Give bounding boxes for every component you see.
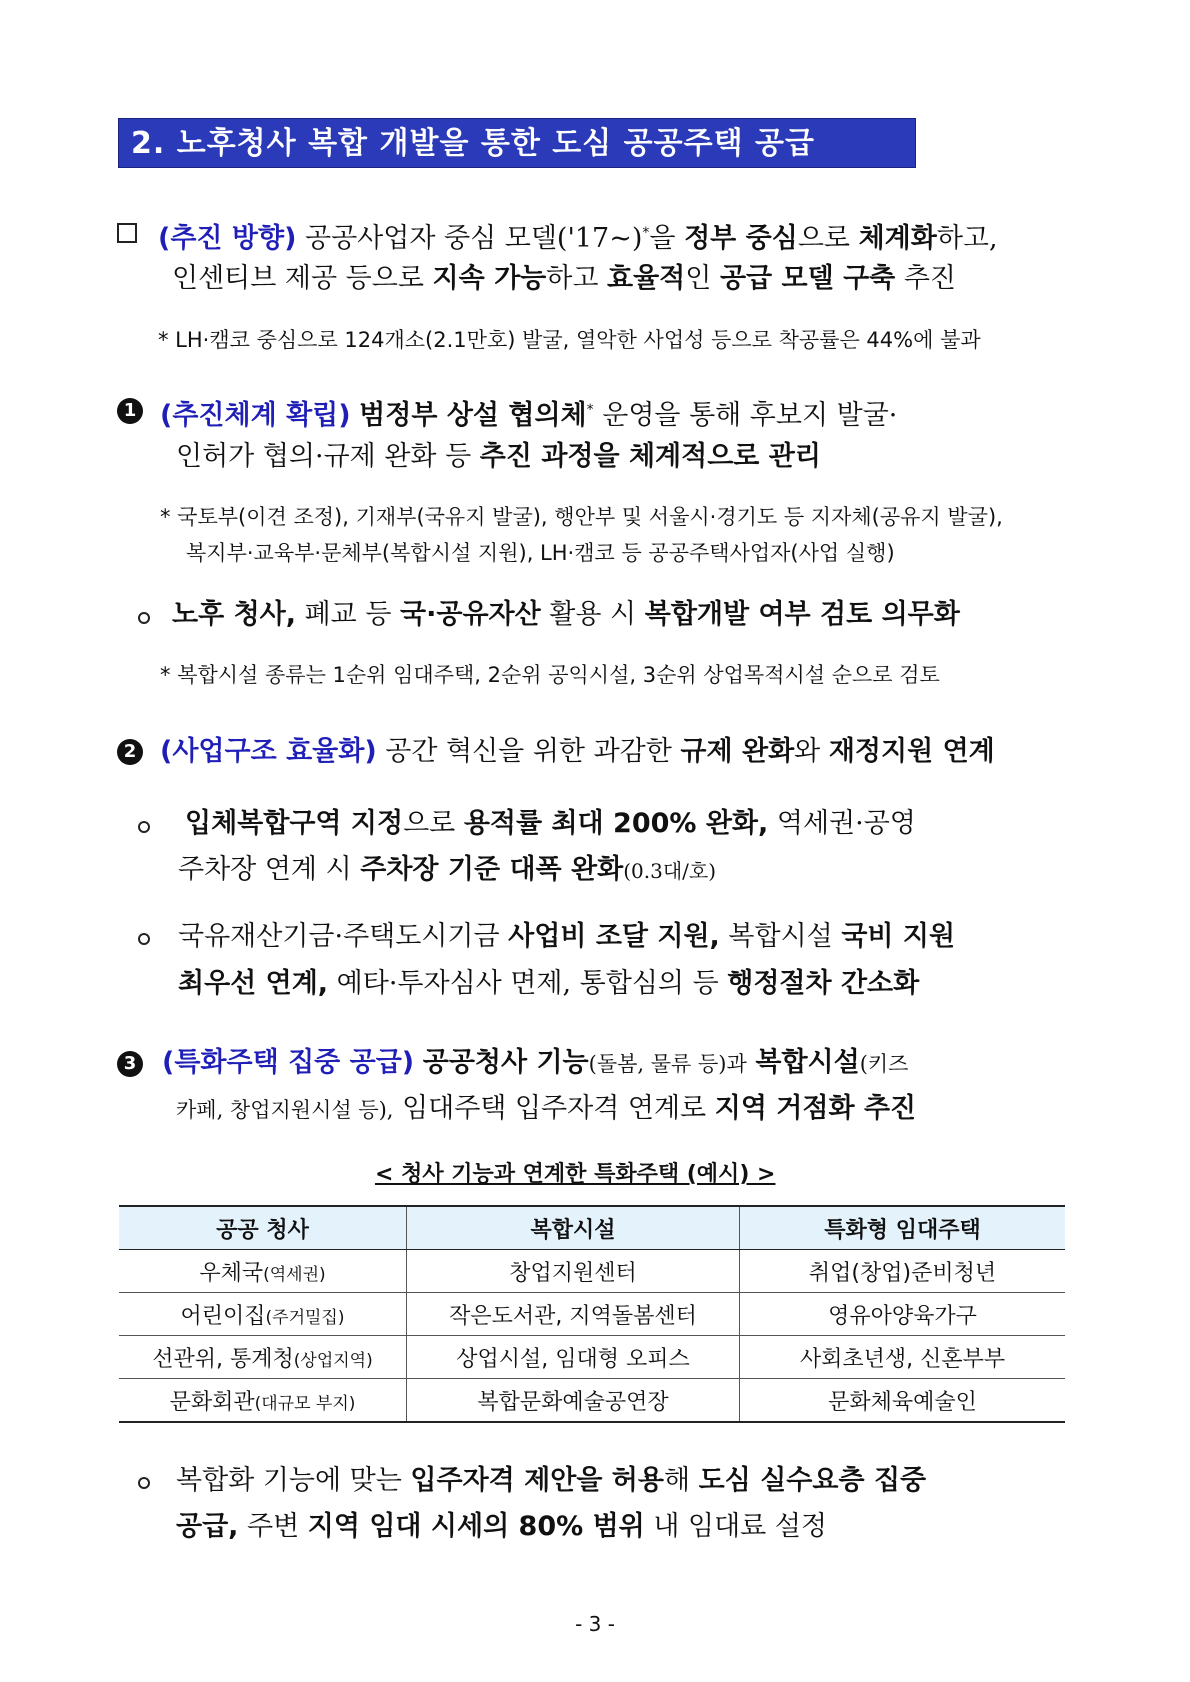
sec1-l2b: 추진 과정을 체계적으로 관리	[479, 441, 821, 472]
sec2-bold2: 재정지원 연계	[828, 736, 995, 767]
sec2-b2c: 복합시설	[728, 921, 833, 952]
sec1-line1	[160, 393, 897, 433]
table-cell: 영유아양육가구	[740, 1293, 1066, 1336]
sec2-bullet1-line2	[178, 853, 716, 888]
sec0-text4: 하고,	[936, 223, 998, 254]
table-cell: 문화회관(대규모 부지)	[119, 1379, 407, 1423]
sec2-b1g: (0.3대/호)	[623, 859, 716, 883]
sec1-note2: 복지부·교육부·문체부(복합시설 지원), LH·캠코 등 공공주택사업자(사업 실행)	[186, 541, 895, 565]
table-cell: 창업지원센터	[407, 1250, 740, 1293]
bullet-ring-icon	[138, 1474, 150, 1493]
sec3-head: (특화주택 집중 공급)	[162, 1047, 415, 1078]
sec2-bullet2-line2	[178, 967, 919, 1001]
sec1-bul-d: 활용 시	[549, 599, 637, 630]
sec0-line1	[158, 216, 1088, 256]
sec3-line2	[176, 1092, 916, 1127]
sec3-f1d: 도심 실수요층 집중	[698, 1465, 927, 1496]
sec0-star: *	[642, 225, 650, 241]
sec0-l2a: 인센티브 제공 등으로	[172, 263, 424, 294]
example-table	[119, 1205, 1065, 1423]
circled-number-2-icon: 2	[117, 739, 143, 765]
sec2-b1a: 입체복합구역 지정	[185, 808, 404, 839]
sec1-text: 운영을 통해 후보지 발굴·	[602, 400, 898, 431]
section-title-box	[118, 118, 916, 168]
table-cell: 취업(창업)준비청년	[740, 1250, 1066, 1293]
sec0-l2d: 효율적	[607, 263, 686, 294]
table-cell: 사회초년생, 신혼부부	[740, 1336, 1066, 1379]
sec0-text3: 으로	[797, 223, 850, 254]
sec0-head: (추진 방향)	[158, 223, 297, 254]
sec3-l2a: 카페, 창업지원시설 등),	[176, 1098, 394, 1122]
table-header: 공공 청사	[119, 1206, 407, 1250]
circled-number-1-icon: 1	[117, 398, 143, 424]
sec0-l2c: 하고	[546, 263, 599, 294]
sec0-line2	[172, 262, 956, 296]
page-number: - 3 -	[575, 1612, 615, 1636]
sec0-bold1: 정부 중심	[684, 223, 798, 254]
sec1-head: (추진체계 확립)	[160, 400, 351, 431]
bullet-ring-icon	[138, 930, 150, 949]
table-row	[119, 1379, 1065, 1423]
circled-number-3-icon: 3	[117, 1051, 143, 1077]
table-cell: 선관위, 통계청(상업지역)	[119, 1336, 407, 1379]
sec3-bold1: 공공청사 기능	[422, 1047, 589, 1078]
table-header: 복합시설	[407, 1206, 740, 1250]
bullet-ring-icon	[138, 818, 150, 837]
table-cell: 문화체육예술인	[740, 1379, 1066, 1423]
sec1-bold1: 범정부 상설 협의체	[359, 400, 587, 431]
sec1-bul-b: 폐교 등	[304, 599, 392, 630]
sec3-f1c: 해	[663, 1465, 691, 1496]
sec1-bul-c: 국·공유자산	[400, 599, 541, 630]
sec2-b1c: 용적률 최대 200% 완화,	[463, 808, 769, 839]
checkbox-icon	[117, 223, 137, 247]
sec3-text2: (키즈	[859, 1052, 909, 1076]
sec1-l2a: 인허가 협의·규제 완화 등	[176, 441, 472, 472]
sec3-text: (돌봄, 물류 등)과	[588, 1052, 747, 1076]
sec0-note: * LH·캠코 중심으로 124개소(2.1만호) 발굴, 열악한 사업성 등으로 착공률은 44%에 불과	[158, 328, 981, 352]
sec1-line2	[176, 440, 821, 474]
sec2-b2e: 최우선 연계,	[178, 968, 329, 999]
sec3-f2c: 지역 임대 시세의 80% 범위	[307, 1511, 645, 1542]
sec1-bullet	[172, 598, 960, 632]
sec1-bul-a: 노후 청사,	[172, 599, 296, 630]
table-cell: 작은도서관, 지역돌봄센터	[407, 1293, 740, 1336]
sec2-b1f: 주차장 기준 대폭 완화	[360, 854, 624, 885]
sec2-b2d: 국비 지원	[841, 921, 956, 952]
section-title: 2. 노후청사 복합 개발을 통한 도심 공공주택 공급	[131, 126, 816, 161]
sec3-f1a: 복합화 기능에 맞는	[176, 1465, 402, 1496]
sec2-b2b: 사업비 조달 지원,	[508, 921, 720, 952]
sec3-line1	[162, 1046, 908, 1081]
sec3-f1b: 입주자격 제안을 허용	[410, 1465, 664, 1496]
table-cell: 어린이집(주거밀집)	[119, 1293, 407, 1336]
sec0-l2f: 공급 모델 구축	[719, 263, 896, 294]
sec0-text2: 을	[649, 223, 676, 254]
sec3-f2d: 내 임대료 설정	[653, 1511, 828, 1542]
sec2-b1e: 주차장 연계 시	[178, 854, 352, 885]
sec2-text2: 와	[794, 736, 821, 767]
sec2-b1b: 으로	[403, 808, 456, 839]
sec2-b2a: 국유재산기금·주택도시기금	[178, 921, 500, 952]
sec1-star: *	[586, 402, 594, 418]
sec2-bold1: 규제 완화	[680, 736, 795, 767]
sec0-l2e: 인	[685, 263, 712, 294]
sec2-head: (사업구조 효율화)	[160, 736, 377, 767]
sec2-line1	[160, 735, 995, 769]
table-caption: < 청사 기능과 연계한 특화주택 (예시) >	[375, 1162, 776, 1187]
sec3-f2b: 주변	[247, 1511, 300, 1542]
sec2-b2f: 예타·투자심사 면제, 통합심의 등	[336, 968, 719, 999]
sec0-bold2: 체계화	[858, 223, 937, 254]
sec2-text: 공간 혁신을 위한 과감한	[385, 736, 672, 767]
sec3-bold2: 복합시설	[755, 1047, 860, 1078]
table-cell: 우체국(역세권)	[119, 1250, 407, 1293]
table-cell: 상업시설, 임대형 오피스	[407, 1336, 740, 1379]
table-row	[119, 1293, 1065, 1336]
sec0-l2b: 지속 가능	[432, 263, 547, 294]
sec1-bul-e: 복합개발 여부 검토 의무화	[644, 599, 960, 630]
table-row	[119, 1336, 1065, 1379]
table-cell: 복합문화예술공연장	[407, 1379, 740, 1423]
sec2-b2g: 행정절차 간소화	[727, 968, 920, 999]
sec3-l2c: 지역 거점화 추진	[714, 1093, 917, 1124]
table-header-row	[119, 1206, 1065, 1250]
sec3-l2b: 임대주택 입주자격 연계로	[402, 1093, 707, 1124]
sec0-l2g: 추진	[903, 263, 956, 294]
sec1-bullet-note: * 복합시설 종류는 1순위 임대주택, 2순위 공익시설, 3순위 상업목적시설 순으로 검토	[160, 663, 940, 687]
table-row	[119, 1250, 1065, 1293]
sec2-bullet2-line1	[178, 920, 955, 954]
sec1-note1: * 국토부(이견 조정), 기재부(국유지 발굴), 행안부 및 서울시·경기도 등 지자체(공유지 발굴),	[160, 505, 1003, 529]
sec2-b1d: 역세권·공영	[776, 808, 916, 839]
sec0-text: 공공사업자 중심 모델('17~)	[305, 223, 643, 254]
table-header: 특화형 임대주택	[740, 1206, 1066, 1250]
sec3-final-line2	[176, 1510, 827, 1544]
bullet-ring-icon	[138, 609, 150, 628]
sec3-final-line1	[176, 1464, 926, 1498]
sec3-f2a: 공급,	[176, 1511, 239, 1542]
sec2-bullet1-line1	[185, 807, 916, 841]
